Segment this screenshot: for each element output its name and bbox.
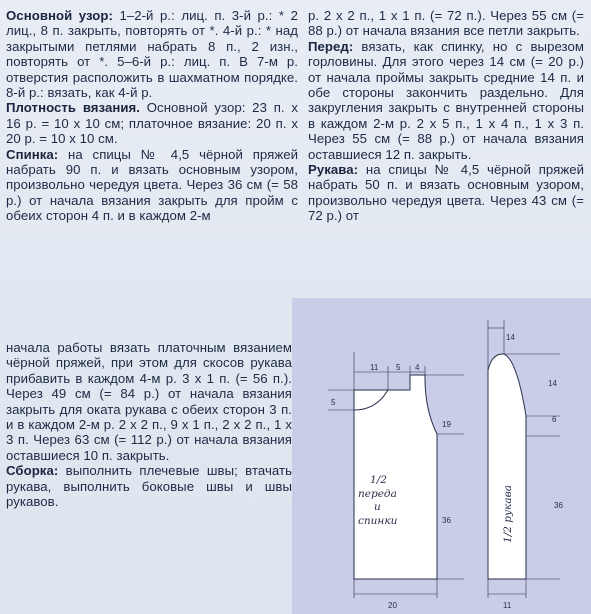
- pattern-heading: Основной узор:: [6, 8, 113, 23]
- dim-hem-width: 20: [388, 601, 397, 610]
- body-label-line-4: спинки: [358, 515, 398, 527]
- back-paragraph: [6, 147, 298, 224]
- body-label-line-2: переда: [358, 488, 397, 500]
- assembly-paragraph: [6, 463, 292, 509]
- back-heading: Спинка:: [6, 146, 59, 162]
- dim-side: 36: [442, 516, 451, 525]
- body-piece-outline: [354, 375, 437, 579]
- front-text: вязать, как спинку, но с вырезом горловины. Для этого через 14 см (= 20 р.) от начала проймы закрыть средние 14 п. и обе стороны закончить раздельно. Для закругления закрыть с внутренней стороны в каждом 2-м р. 2 х 5 п., 1 х 4 п., 1 х 3 п. Через 55 см (= 88 р.) от начала вязания оставшиеся 12 п. закрыть.: [308, 38, 584, 162]
- dim-sleeve-side-offset: 6: [552, 415, 557, 424]
- assembly-heading: Сборка:: [6, 463, 59, 479]
- dim-neck-a: 5: [396, 363, 401, 372]
- body-piece: [354, 375, 437, 579]
- sleeve-piece-outline: [488, 354, 526, 579]
- body-label-line-3: и: [374, 501, 381, 513]
- density-text: Основной узор: 23 п. х 16 р. = 10 х 10 см; платочное вязание: 20 п. х 20 р. = 10 х 10 см.: [6, 100, 299, 147]
- back-text: на спицы № 4,5 чёрной пряжей набрать 90 п. и вязать основным узором, произвольно чередуя цвета. Через 36 см (= 58 р.) от начала вязания закрыть для пройм с обеих сторон 4 п. и в каждом 2-м: [6, 146, 298, 224]
- sleeve-text: на спицы № 4,5 чёрной пряжей набрать 50 п. и вязать основным узором, произвольно чередуя цвета. Через 43 см (= 72 р.) от: [308, 162, 584, 224]
- sleeve-paragraph: [308, 162, 584, 224]
- text-column-right: [308, 8, 584, 224]
- pattern-text: 1–2-й р.: лиц. п. 3-й р.: * 2 лиц., 8 п. закрыть, повторять от *. 4-й р.: * над закрытыми петлями набрать 8 п., 2 изн., повторять от *. 5–6-й р.: лиц. п. В 7-м р. отверстия расположить в шахматном порядке. 8-й р.: вязать, как 4-й р.: [6, 8, 298, 101]
- dim-armhole: 19: [442, 420, 451, 429]
- sleeve-continuation: начала работы вязать платочным вязанием чёрной пряжей, при этом для скосов рукава прибавить в каждом 4-м р. 3 х 1 п. (= 56 п.). Через 49 см (= 84 р.) от начала вязания закрыть для оката рукава с обеих сторон 3 п. и в каждом 2-м р. 2 х 2 п., 9 х 1 п., 2 х 2 п., 1 х 3 п. Через 63 см (= 112 р.) от начала вязания оставшиеся 10 п. закрыть.: [6, 340, 292, 463]
- sleeve-piece: [488, 354, 526, 579]
- sleeve-piece-label: 1/2 рукава: [502, 485, 514, 543]
- pattern-paragraph: [6, 8, 298, 100]
- front-paragraph: [308, 39, 584, 162]
- assembly-text: выполнить плечевые швы; втачать рукава, выполнить боковые швы и швы рукавов.: [6, 463, 292, 510]
- dim-sleeve-cuff: 11: [503, 601, 512, 610]
- pattern-diagram: [292, 298, 591, 614]
- body-label-line-1: 1/2: [370, 474, 387, 486]
- dim-neck-depth: 5: [331, 398, 336, 407]
- back-continuation: р. 2 х 2 п., 1 х 1 п. (= 72 п.). Через 55 см (= 88 р.) от начала вязания все петли закрыть.: [308, 8, 584, 39]
- text-column-bottom: [6, 340, 292, 509]
- density-heading: Плотность вязания.: [6, 100, 140, 116]
- density-paragraph: [6, 100, 298, 146]
- dim-sleeve-top: 14: [506, 333, 515, 342]
- sleeve-heading: Рукава:: [308, 162, 359, 178]
- text-column-left: [6, 8, 298, 224]
- dim-shoulder: 11: [370, 363, 379, 372]
- dim-sleeve-cap: 14: [548, 379, 557, 388]
- front-heading: Перед:: [308, 38, 354, 54]
- pattern-diagram-svg: [292, 298, 591, 614]
- dim-sleeve-length: 36: [554, 501, 563, 510]
- dim-neck-b: 4: [415, 363, 420, 372]
